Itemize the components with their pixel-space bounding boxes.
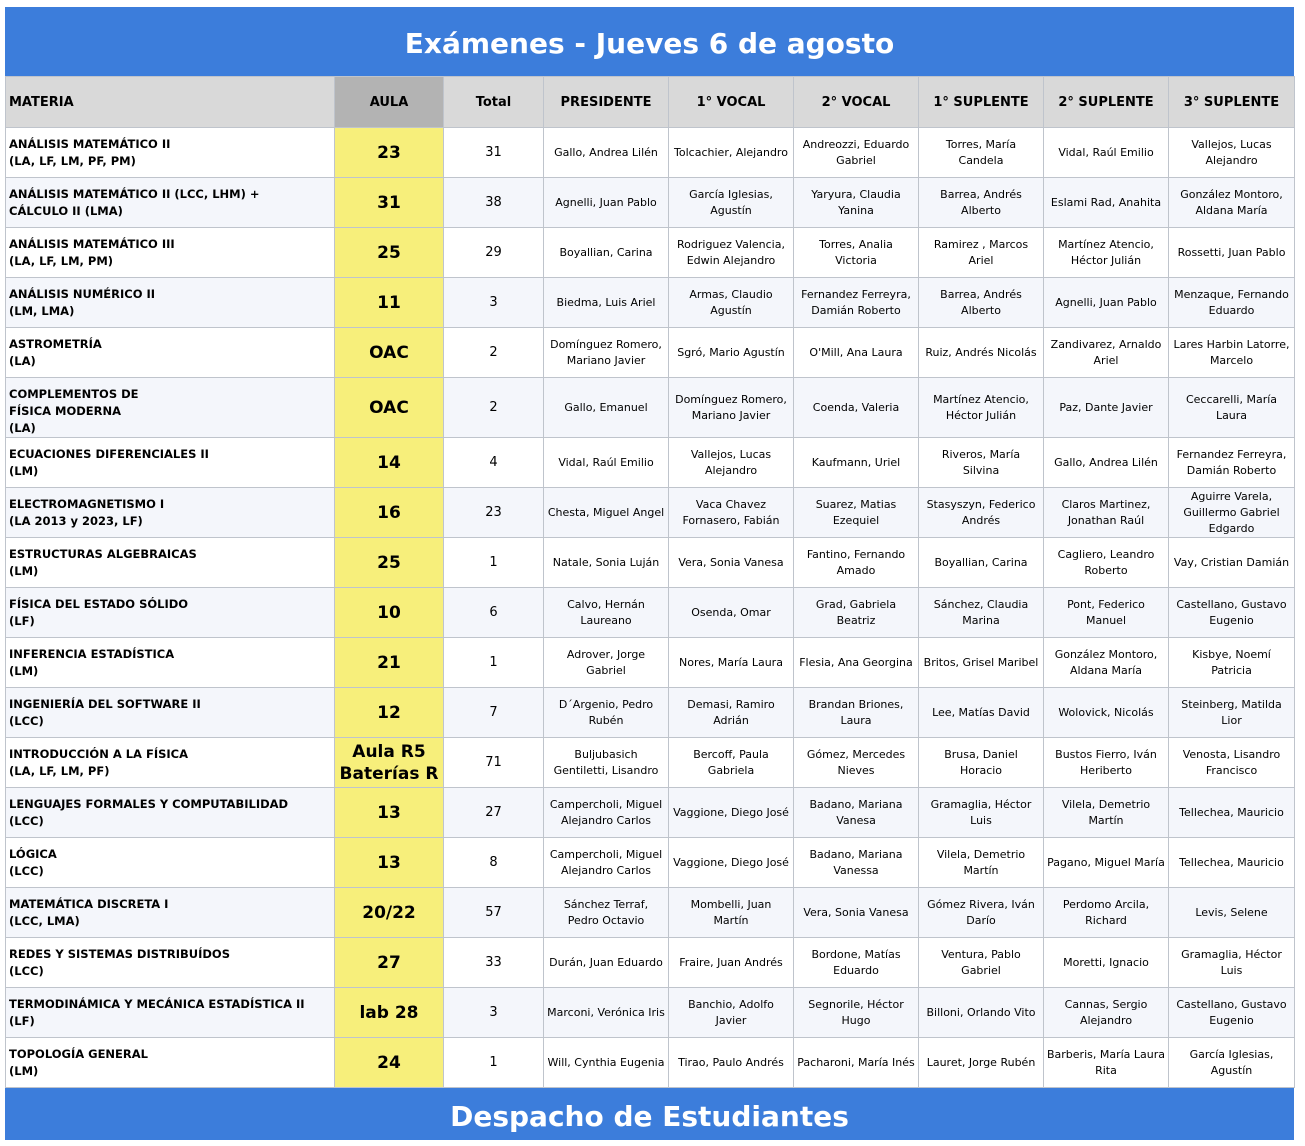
room-cell: [335, 888, 444, 938]
presidente-cell: Vidal, Raúl Emilio: [544, 438, 669, 488]
vocal-2-cell: Torres, Analia Victoria: [794, 228, 919, 278]
subject-careers: (LCC): [9, 814, 44, 828]
suplente-1-cell: Billoni, Orlando Vito: [919, 988, 1044, 1038]
header-suplente-3: 3° SUPLENTE: [1169, 77, 1295, 128]
total-cell: 27: [444, 788, 544, 838]
subject-careers: (LCC): [9, 714, 44, 728]
suplente-2-cell: Claros Martinez, Jonathan Raúl: [1044, 488, 1169, 538]
suplente-1-cell: Ramirez , Marcos Ariel: [919, 228, 1044, 278]
vocal-1-cell: Sgró, Mario Agustín: [669, 328, 794, 378]
vocal-1-cell: Banchio, Adolfo Javier: [669, 988, 794, 1038]
suplente-2-cell: Pont, Federico Manuel: [1044, 588, 1169, 638]
vocal-2-cell: O'Mill, Ana Laura: [794, 328, 919, 378]
table-row: [6, 438, 1295, 488]
total-cell: 4: [444, 438, 544, 488]
presidente-cell: Marconi, Verónica Iris: [544, 988, 669, 1038]
subject-careers: (LCC, LMA): [9, 914, 80, 928]
subject-careers: (LA, LF, LM, PF, PM): [9, 154, 136, 168]
room-value: OAC: [369, 397, 409, 418]
subject-name: INFERENCIA ESTADÍSTICA: [9, 647, 175, 661]
vocal-2-cell: Brandan Briones, Laura: [794, 688, 919, 738]
presidente-cell: Natale, Sonia Luján: [544, 538, 669, 588]
room-value: 14: [377, 452, 401, 473]
vocal-2-cell: Suarez, Matias Ezequiel: [794, 488, 919, 538]
suplente-1-cell: Ruiz, Andrés Nicolás: [919, 328, 1044, 378]
subject-name: ANÁLISIS NUMÉRICO II: [9, 287, 156, 301]
vocal-1-cell: Vaggione, Diego José: [669, 788, 794, 838]
presidente-cell: Campercholi, Miguel Alejandro Carlos: [544, 788, 669, 838]
table-header-row: [6, 77, 1295, 128]
room-cell: [335, 438, 444, 488]
subject-cell: [6, 488, 335, 538]
suplente-1-cell: Barrea, Andrés Alberto: [919, 278, 1044, 328]
total-cell: 8: [444, 838, 544, 888]
header-suplente-1: 1° SUPLENTE: [919, 77, 1044, 128]
subject-cell: [6, 128, 335, 178]
subject-name-cont: FÍSICA MODERNA: [9, 404, 122, 418]
subject-name: LÓGICA: [9, 847, 57, 861]
presidente-cell: Boyallian, Carina: [544, 228, 669, 278]
suplente-3-cell: Tellechea, Mauricio: [1169, 838, 1295, 888]
suplente-3-cell: Fernandez Ferreyra, Damián Roberto: [1169, 438, 1295, 488]
room-value: 21: [377, 652, 401, 673]
suplente-1-cell: Stasyszyn, Federico Andrés: [919, 488, 1044, 538]
table-row: [6, 488, 1295, 538]
subject-careers: (LA, LF, LM, PF): [9, 764, 110, 778]
total-cell: 2: [444, 378, 544, 438]
presidente-cell: Calvo, Hernán Laureano: [544, 588, 669, 638]
suplente-3-cell: Tellechea, Mauricio: [1169, 788, 1295, 838]
subject-careers: (LM): [9, 464, 39, 478]
subject-name: REDES Y SISTEMAS DISTRIBUÍDOS: [9, 947, 230, 961]
subject-name: FÍSICA DEL ESTADO SÓLIDO: [9, 597, 189, 611]
header-presidente: PRESIDENTE: [544, 77, 669, 128]
subject-careers: (LA 2013 y 2023, LF): [9, 514, 143, 528]
subject-careers: (LF): [9, 1014, 35, 1028]
table-row: [6, 688, 1295, 738]
table-row: [6, 178, 1295, 228]
table-row: [6, 838, 1295, 888]
room-value: 12: [377, 702, 401, 723]
table-row: [6, 1038, 1295, 1088]
table-row: [6, 588, 1295, 638]
total-cell: 3: [444, 988, 544, 1038]
subject-name: ECUACIONES DIFERENCIALES II: [9, 447, 209, 461]
vocal-2-cell: Badano, Mariana Vanesa: [794, 788, 919, 838]
presidente-cell: Buljubasich Gentiletti, Lisandro: [544, 738, 669, 788]
subject-name: TOPOLOGÍA GENERAL: [9, 1047, 148, 1061]
subject-cell: [6, 638, 335, 688]
subject-cell: [6, 688, 335, 738]
total-cell: 31: [444, 128, 544, 178]
suplente-3-cell: Ceccarelli, María Laura: [1169, 378, 1295, 438]
suplente-1-cell: Brusa, Daniel Horacio: [919, 738, 1044, 788]
subject-name: COMPLEMENTOS DE: [9, 387, 139, 401]
room-cell: [335, 938, 444, 988]
suplente-2-cell: Bustos Fierro, Iván Heriberto: [1044, 738, 1169, 788]
vocal-2-cell: Fantino, Fernando Amado: [794, 538, 919, 588]
vocal-1-cell: Tolcachier, Alejandro: [669, 128, 794, 178]
suplente-1-cell: Martínez Atencio, Héctor Julián: [919, 378, 1044, 438]
subject-careers: (LA, LF, LM, PM): [9, 254, 114, 268]
suplente-1-cell: Gómez Rivera, Iván Darío: [919, 888, 1044, 938]
suplente-3-cell: Gramaglia, Héctor Luis: [1169, 938, 1295, 988]
table-row: [6, 938, 1295, 988]
exam-table: [5, 76, 1295, 1088]
subject-cell: [6, 938, 335, 988]
vocal-1-cell: Nores, María Laura: [669, 638, 794, 688]
vocal-1-cell: Tirao, Paulo Andrés: [669, 1038, 794, 1088]
suplente-3-cell: González Montoro, Aldana María: [1169, 178, 1295, 228]
room-value: OAC: [369, 342, 409, 363]
room-value: 20/22: [362, 902, 416, 923]
vocal-1-cell: Osenda, Omar: [669, 588, 794, 638]
subject-careers: (LCC): [9, 964, 44, 978]
total-cell: 57: [444, 888, 544, 938]
presidente-cell: Durán, Juan Eduardo: [544, 938, 669, 988]
subject-careers: (LM): [9, 1064, 39, 1078]
suplente-3-cell: Vallejos, Lucas Alejandro: [1169, 128, 1295, 178]
table-row: [6, 328, 1295, 378]
subject-careers: (LF): [9, 614, 35, 628]
vocal-2-cell: Kaufmann, Uriel: [794, 438, 919, 488]
suplente-3-cell: Lares Harbin Latorre, Marcelo: [1169, 328, 1295, 378]
subject-name: ANÁLISIS MATEMÁTICO II: [9, 137, 171, 151]
room-value: 23: [377, 142, 401, 163]
subject-cell: [6, 888, 335, 938]
suplente-3-cell: García Iglesias, Agustín: [1169, 1038, 1295, 1088]
suplente-1-cell: Ventura, Pablo Gabriel: [919, 938, 1044, 988]
suplente-3-cell: Venosta, Lisandro Francisco: [1169, 738, 1295, 788]
presidente-cell: Domínguez Romero, Mariano Javier: [544, 328, 669, 378]
vocal-2-cell: Badano, Mariana Vanessa: [794, 838, 919, 888]
vocal-2-cell: Fernandez Ferreyra, Damián Roberto: [794, 278, 919, 328]
room-value: 11: [377, 292, 401, 313]
subject-name: LENGUAJES FORMALES Y COMPUTABILIDAD: [9, 797, 289, 811]
subject-cell: [6, 178, 335, 228]
suplente-3-cell: Menzaque, Fernando Eduardo: [1169, 278, 1295, 328]
room-cell: [335, 638, 444, 688]
subject-cell: [6, 538, 335, 588]
total-cell: 33: [444, 938, 544, 988]
header-aula: AULA: [335, 77, 444, 128]
subject-name: ASTROMETRÍA: [9, 337, 102, 351]
subject-name: TERMODINÁMICA Y MECÁNICA ESTADÍSTICA II: [9, 997, 305, 1011]
total-cell: 23: [444, 488, 544, 538]
presidente-cell: D´Argenio, Pedro Rubén: [544, 688, 669, 738]
table-row: [6, 888, 1295, 938]
header-suplente-2: 2° SUPLENTE: [1044, 77, 1169, 128]
presidente-cell: Adrover, Jorge Gabriel: [544, 638, 669, 688]
subject-name: INTRODUCCIÓN A LA FÍSICA: [9, 747, 188, 761]
suplente-3-cell: Castellano, Gustavo Eugenio: [1169, 588, 1295, 638]
subject-name: ESTRUCTURAS ALGEBRAICAS: [9, 547, 197, 561]
suplente-2-cell: Vidal, Raúl Emilio: [1044, 128, 1169, 178]
room-value: 10: [377, 602, 401, 623]
vocal-1-cell: Fraire, Juan Andrés: [669, 938, 794, 988]
suplente-2-cell: Martínez Atencio, Héctor Julián: [1044, 228, 1169, 278]
room-value: 24: [377, 1052, 401, 1073]
suplente-1-cell: Gramaglia, Héctor Luis: [919, 788, 1044, 838]
subject-cell: [6, 328, 335, 378]
total-cell: 1: [444, 538, 544, 588]
suplente-1-cell: Torres, María Candela: [919, 128, 1044, 178]
suplente-1-cell: Barrea, Andrés Alberto: [919, 178, 1044, 228]
total-cell: 2: [444, 328, 544, 378]
suplente-2-cell: Pagano, Miguel María: [1044, 838, 1169, 888]
table-row: [6, 378, 1295, 438]
suplente-3-cell: Kisbye, Noemí Patricia: [1169, 638, 1295, 688]
suplente-2-cell: Cannas, Sergio Alejandro: [1044, 988, 1169, 1038]
vocal-1-cell: Bercoff, Paula Gabriela: [669, 738, 794, 788]
presidente-cell: Gallo, Emanuel: [544, 378, 669, 438]
header-vocal-1: 1° VOCAL: [669, 77, 794, 128]
room-value: Aula R5: [352, 741, 426, 762]
room-cell: [335, 688, 444, 738]
vocal-1-cell: Rodriguez Valencia, Edwin Alejandro: [669, 228, 794, 278]
vocal-2-cell: Grad, Gabriela Beatriz: [794, 588, 919, 638]
room-value-cont: Baterías R: [339, 763, 439, 784]
presidente-cell: Campercholi, Miguel Alejandro Carlos: [544, 838, 669, 888]
suplente-1-cell: Boyallian, Carina: [919, 538, 1044, 588]
room-cell: [335, 228, 444, 278]
room-cell: [335, 278, 444, 328]
header-total: Total: [444, 77, 544, 128]
suplente-1-cell: Britos, Grisel Maribel: [919, 638, 1044, 688]
room-cell: [335, 988, 444, 1038]
room-cell: [335, 328, 444, 378]
presidente-cell: Chesta, Miguel Angel: [544, 488, 669, 538]
subject-cell: [6, 838, 335, 888]
room-cell: [335, 588, 444, 638]
total-cell: 1: [444, 638, 544, 688]
table-row: [6, 128, 1295, 178]
suplente-3-cell: Vay, Cristian Damián: [1169, 538, 1295, 588]
table-row: [6, 278, 1295, 328]
room-cell: [335, 538, 444, 588]
subject-cell: [6, 788, 335, 838]
total-cell: 3: [444, 278, 544, 328]
vocal-1-cell: Armas, Claudio Agustín: [669, 278, 794, 328]
total-cell: 7: [444, 688, 544, 738]
subject-cell: [6, 278, 335, 328]
total-cell: 71: [444, 738, 544, 788]
suplente-1-cell: Vilela, Demetrio Martín: [919, 838, 1044, 888]
suplente-2-cell: González Montoro, Aldana María: [1044, 638, 1169, 688]
subject-cell: [6, 1038, 335, 1088]
table-row: [6, 788, 1295, 838]
room-cell: [335, 738, 444, 788]
total-cell: 29: [444, 228, 544, 278]
suplente-2-cell: Vilela, Demetrio Martín: [1044, 788, 1169, 838]
suplente-2-cell: Moretti, Ignacio: [1044, 938, 1169, 988]
vocal-2-cell: Flesia, Ana Georgina: [794, 638, 919, 688]
room-cell: [335, 178, 444, 228]
table-row: [6, 988, 1295, 1038]
subject-careers: (LA): [9, 421, 36, 435]
subject-careers: (LM): [9, 564, 39, 578]
table-row: [6, 228, 1295, 278]
subject-cell: [6, 438, 335, 488]
vocal-1-cell: García Iglesias, Agustín: [669, 178, 794, 228]
suplente-2-cell: Paz, Dante Javier: [1044, 378, 1169, 438]
vocal-2-cell: Coenda, Valeria: [794, 378, 919, 438]
suplente-1-cell: Lee, Matías David: [919, 688, 1044, 738]
suplente-3-cell: Rossetti, Juan Pablo: [1169, 228, 1295, 278]
subject-careers: (LM, LMA): [9, 304, 75, 318]
table-row: [6, 538, 1295, 588]
room-value: 13: [377, 802, 401, 823]
vocal-2-cell: Segnorile, Héctor Hugo: [794, 988, 919, 1038]
vocal-1-cell: Demasi, Ramiro Adrián: [669, 688, 794, 738]
vocal-2-cell: Pacharoni, María Inés: [794, 1038, 919, 1088]
subject-name: INGENIERÍA DEL SOFTWARE II: [9, 697, 201, 711]
room-cell: [335, 128, 444, 178]
total-cell: 1: [444, 1038, 544, 1088]
total-cell: 38: [444, 178, 544, 228]
subject-cell: [6, 988, 335, 1038]
room-cell: [335, 838, 444, 888]
table-body: [6, 128, 1295, 1088]
page-title: Exámenes - Jueves 6 de agosto: [5, 7, 1294, 76]
suplente-3-cell: Levis, Selene: [1169, 888, 1295, 938]
room-cell: [335, 378, 444, 438]
subject-careers: (LM): [9, 664, 39, 678]
room-value: 25: [377, 552, 401, 573]
room-cell: [335, 1038, 444, 1088]
subject-cell: [6, 378, 335, 438]
suplente-2-cell: Gallo, Andrea Lilén: [1044, 438, 1169, 488]
presidente-cell: Gallo, Andrea Lilén: [544, 128, 669, 178]
suplente-2-cell: Eslami Rad, Anahita: [1044, 178, 1169, 228]
room-value: 25: [377, 242, 401, 263]
suplente-1-cell: Riveros, María Silvina: [919, 438, 1044, 488]
room-value: 16: [377, 502, 401, 523]
subject-cell: [6, 738, 335, 788]
presidente-cell: Sánchez Terraf, Pedro Octavio: [544, 888, 669, 938]
room-value: 13: [377, 852, 401, 873]
vocal-2-cell: Vera, Sonia Vanesa: [794, 888, 919, 938]
suplente-2-cell: Barberis, María Laura Rita: [1044, 1038, 1169, 1088]
subject-careers: CÁLCULO II (LMA): [9, 204, 123, 218]
subject-careers: (LA): [9, 354, 36, 368]
vocal-2-cell: Yaryura, Claudia Yanina: [794, 178, 919, 228]
vocal-1-cell: Mombelli, Juan Martín: [669, 888, 794, 938]
vocal-2-cell: Gómez, Mercedes Nieves: [794, 738, 919, 788]
suplente-2-cell: Zandivarez, Arnaldo Ariel: [1044, 328, 1169, 378]
table-row: [6, 738, 1295, 788]
vocal-1-cell: Domínguez Romero, Mariano Javier: [669, 378, 794, 438]
subject-cell: [6, 228, 335, 278]
header-vocal-2: 2° VOCAL: [794, 77, 919, 128]
room-cell: [335, 488, 444, 538]
vocal-1-cell: Vallejos, Lucas Alejandro: [669, 438, 794, 488]
suplente-3-cell: Castellano, Gustavo Eugenio: [1169, 988, 1295, 1038]
room-value: 31: [377, 192, 401, 213]
exam-schedule-sheet: [5, 7, 1294, 1140]
suplente-3-cell: Aguirre Varela, Guillermo Gabriel Edgardo: [1169, 488, 1295, 538]
vocal-1-cell: Vaggione, Diego José: [669, 838, 794, 888]
presidente-cell: Biedma, Luis Ariel: [544, 278, 669, 328]
subject-careers: (LCC): [9, 864, 44, 878]
suplente-1-cell: Lauret, Jorge Rubén: [919, 1038, 1044, 1088]
room-value: lab 28: [359, 1002, 419, 1023]
vocal-2-cell: Bordone, Matías Eduardo: [794, 938, 919, 988]
subject-name: MATEMÁTICA DISCRETA I: [9, 897, 169, 911]
presidente-cell: Will, Cynthia Eugenia: [544, 1038, 669, 1088]
presidente-cell: Agnelli, Juan Pablo: [544, 178, 669, 228]
suplente-2-cell: Wolovick, Nicolás: [1044, 688, 1169, 738]
vocal-2-cell: Andreozzi, Eduardo Gabriel: [794, 128, 919, 178]
vocal-1-cell: Vera, Sonia Vanesa: [669, 538, 794, 588]
suplente-1-cell: Sánchez, Claudia Marina: [919, 588, 1044, 638]
suplente-2-cell: Cagliero, Leandro Roberto: [1044, 538, 1169, 588]
room-cell: [335, 788, 444, 838]
room-value: 27: [377, 952, 401, 973]
subject-name: ANÁLISIS MATEMÁTICO II (LCC, LHM) +: [9, 187, 260, 201]
suplente-2-cell: Agnelli, Juan Pablo: [1044, 278, 1169, 328]
subject-cell: [6, 588, 335, 638]
subject-name: ANÁLISIS MATEMÁTICO III: [9, 237, 175, 251]
vocal-1-cell: Vaca Chavez Fornasero, Fabián: [669, 488, 794, 538]
suplente-3-cell: Steinberg, Matilda Lior: [1169, 688, 1295, 738]
subject-name: ELECTROMAGNETISMO I: [9, 497, 165, 511]
total-cell: 6: [444, 588, 544, 638]
table-row: [6, 638, 1295, 688]
suplente-2-cell: Perdomo Arcila, Richard: [1044, 888, 1169, 938]
header-materia: MATERIA: [6, 77, 335, 128]
footer-title: Despacho de Estudiantes: [5, 1088, 1294, 1140]
